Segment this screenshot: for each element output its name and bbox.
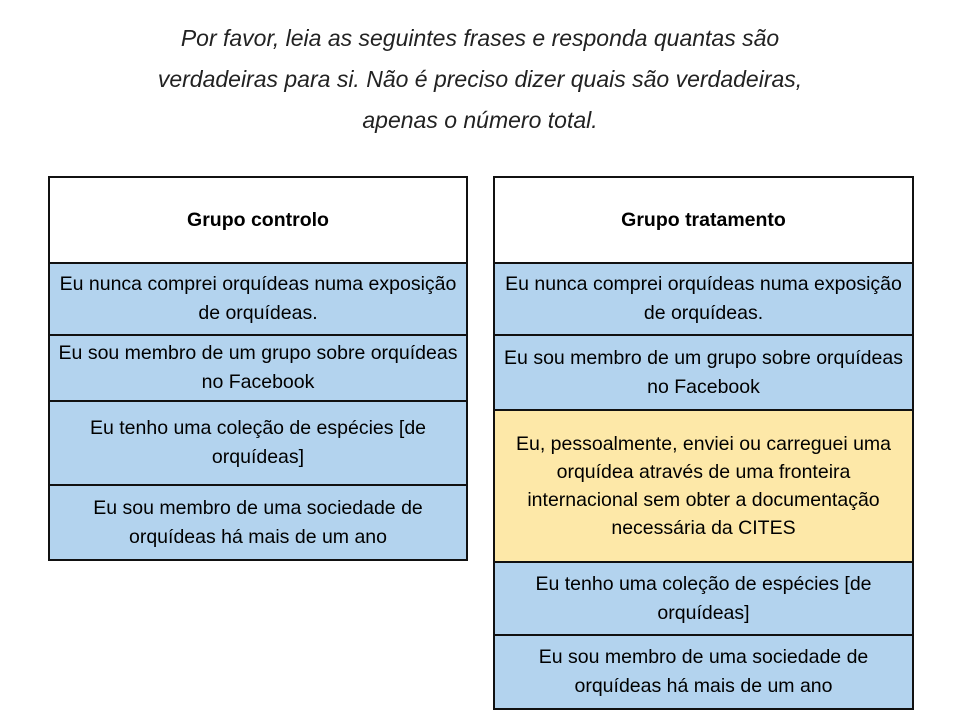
control-statement-4: Eu sou membro de uma sociedade de orquídeas há mais de um ano (50, 486, 466, 559)
treatment-group-title: Grupo tratamento (495, 178, 912, 262)
control-statement-2: Eu sou membro de um grupo sobre orquídeas no Facebook (50, 336, 466, 400)
control-statement-1: Eu nunca comprei orquídeas numa exposição de orquídeas. (50, 264, 466, 334)
control-group-title: Grupo controlo (50, 178, 466, 262)
treatment-sensitive-statement: Eu, pessoalmente, enviei ou carreguei uma orquídea através de uma fronteira internacional sem obter a documentação necessária da CITES (495, 411, 912, 561)
treatment-group-table (493, 176, 914, 710)
control-statement-3: Eu tenho uma coleção de espécies [de orquídeas] (50, 402, 466, 484)
instructions-line: Por favor, leia as seguintes frases e responda quantas são (180, 25, 780, 51)
treatment-statement-2: Eu sou membro de um grupo sobre orquídeas no Facebook (495, 336, 912, 409)
treatment-statement-5: Eu sou membro de uma sociedade de orquídeas há mais de um ano (495, 636, 912, 708)
instructions-line: apenas o número total. (362, 107, 598, 133)
instructions-text (40, 18, 920, 141)
treatment-statement-1: Eu nunca comprei orquídeas numa exposição de orquídeas. (495, 264, 912, 334)
treatment-statement-4: Eu tenho uma coleção de espécies [de orquídeas] (495, 563, 912, 634)
instructions-line: verdadeiras para si. Não é preciso dizer quais são verdadeiras, (157, 66, 803, 92)
control-group-table (48, 176, 468, 561)
